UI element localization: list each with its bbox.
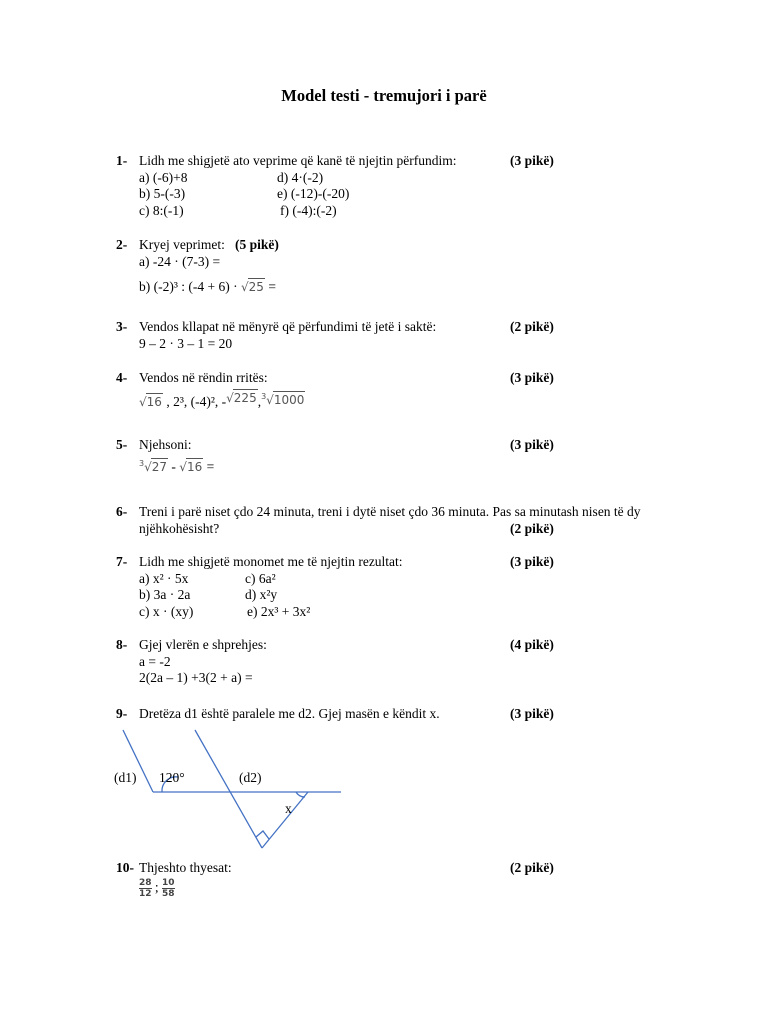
option-right: e) 2x³ + 3x²	[247, 603, 311, 619]
option-right: d) x²y	[245, 587, 278, 602]
question-text: Vendos kllapat në mënyrë që përfundimi të jetë i saktë:	[139, 319, 437, 334]
points-label: (5 pikë)	[234, 237, 279, 252]
question-number: 4-	[116, 370, 128, 385]
question-number: 9-	[116, 706, 128, 721]
question-text: Lidh me shigjetë ato veprime që kanë të njejtin përfundim:	[139, 153, 457, 168]
sqrt-symbol: √16	[139, 394, 162, 409]
radicand: 16	[146, 394, 162, 409]
fraction-2	[162, 878, 175, 899]
root-index: 3	[261, 391, 267, 401]
option-row	[139, 587, 696, 604]
option-left: a) x² · 5x	[139, 570, 189, 586]
radicand: 27	[151, 459, 168, 474]
equals-sign: =	[268, 279, 276, 294]
option-left: b) 5-(-3)	[139, 186, 186, 201]
question-text: Gjej vlerën e shprehjes:	[139, 637, 267, 652]
option-row	[139, 571, 696, 588]
question-number: 10-	[116, 860, 134, 875]
label-angle-120: 120°	[159, 770, 185, 785]
separator: ;	[154, 879, 159, 895]
points-label: (2 pikë)	[510, 860, 554, 875]
points-label: (2 pikë)	[510, 520, 554, 536]
fractions	[139, 877, 696, 899]
fraction-1	[139, 878, 152, 899]
denominator: 58	[162, 888, 175, 899]
radicand: 225	[233, 390, 257, 405]
question-text: Kryej veprimet:	[139, 237, 225, 252]
question-number: 8-	[116, 637, 128, 652]
points-label: (3 pikë)	[510, 370, 554, 385]
question-text: Njehsoni:	[139, 437, 192, 452]
subquestion-a: a) -24 · (7-3) =	[139, 253, 221, 269]
separator: ,	[257, 393, 262, 409]
label-x: x	[285, 801, 292, 816]
minus-sign: -	[171, 458, 176, 474]
expression: 9 – 2 · 3 – 1 = 20	[139, 335, 233, 351]
given-value: a = -2	[139, 653, 171, 669]
line-d2	[195, 730, 262, 848]
option-right: d) 4·(-2)	[277, 169, 324, 185]
label-d1: (d1)	[114, 770, 137, 785]
root-index: 3	[139, 458, 145, 468]
question-number: 5-	[116, 437, 128, 452]
question-text-continued: njëhkohësisht?	[139, 520, 220, 536]
numerator: 10	[162, 877, 175, 888]
question-number: 7-	[116, 554, 128, 569]
right-angle-mark	[256, 831, 269, 839]
denominator: 12	[139, 888, 152, 899]
question-text: Thjeshto thyesat:	[139, 860, 232, 875]
page-title: Model testi - tremujori i parë	[281, 86, 487, 105]
question-text: Vendos në rëndin rritës:	[139, 370, 268, 385]
option-left: c) x · (xy)	[139, 603, 194, 619]
option-left: a) (-6)+8	[139, 169, 188, 185]
option-row	[139, 186, 696, 203]
expression-text: , 2³, (-4)², -	[166, 393, 227, 409]
expression	[139, 391, 696, 408]
points-label: (4 pikë)	[510, 637, 554, 652]
sqrt-symbol: √225	[226, 390, 257, 405]
points-label: (2 pikë)	[510, 319, 554, 334]
expression	[139, 456, 696, 473]
radicand: 16	[186, 459, 203, 474]
label-d2: (d2)	[239, 770, 262, 785]
equals-sign: =	[206, 458, 215, 474]
sqrt-symbol: √16	[179, 459, 203, 474]
subquestion-text: b) (-2)³ : (-4 + 6) ·	[139, 279, 238, 294]
points-label: (3 pikë)	[510, 153, 554, 168]
points-label: (3 pikë)	[510, 706, 554, 721]
option-left: b) 3a · 2a	[139, 587, 191, 602]
question-text: Treni i parë niset çdo 24 minuta, treni i dytë niset çdo 36 minuta. Pas sa minutash nisen të dy	[139, 504, 641, 519]
points-label: (3 pikë)	[510, 554, 554, 569]
numerator: 28	[139, 877, 152, 888]
option-row	[139, 203, 696, 220]
option-right: f) (-4):(-2)	[280, 202, 337, 218]
expression: 2(2a – 1) +3(2 + a) =	[139, 670, 253, 685]
question-text: Dretëza d1 është paralele me d2. Gjej masën e këndit x.	[139, 706, 440, 721]
cube-root-symbol: $^3$√27	[139, 458, 168, 474]
option-right: c) 6a²	[245, 570, 276, 586]
radicand: 1000	[273, 392, 305, 407]
points-label: (3 pikë)	[510, 437, 554, 452]
option-right: e) (-12)-(-20)	[277, 186, 350, 201]
question-number: 1-	[116, 153, 128, 168]
question-number: 3-	[116, 319, 128, 334]
subquestion-b	[139, 278, 696, 295]
option-left: c) 8:(-1)	[139, 202, 184, 218]
option-row	[139, 604, 696, 621]
cube-root-symbol: $^3$√1000	[261, 391, 305, 407]
angle-x-arc	[296, 792, 305, 797]
question-number: 2-	[116, 237, 128, 252]
radicand: 25	[248, 280, 264, 294]
question-number: 6-	[116, 504, 128, 519]
geometry-diagram	[100, 725, 360, 855]
sqrt-symbol: √25	[241, 280, 264, 294]
option-row	[139, 170, 696, 187]
question-text: Lidh me shigjetë monomet me të njejtin rezultat:	[139, 554, 403, 569]
